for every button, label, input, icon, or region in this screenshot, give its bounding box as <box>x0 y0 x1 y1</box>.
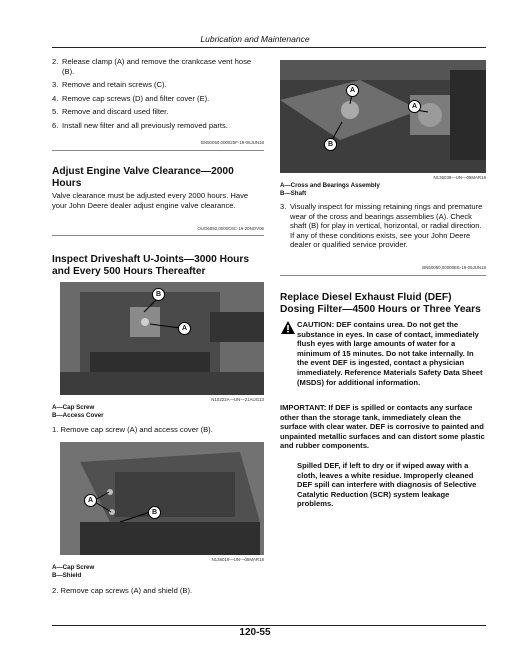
driveshaft-shield-photo <box>60 442 264 555</box>
section-rule <box>52 235 264 236</box>
photo-illustration <box>280 60 486 173</box>
section-title-driveshaft: Inspect Driveshaft U-Joints—3000 Hours and Every 500 Hours Thereafter <box>52 254 250 277</box>
section-title-def: Replace Diesel Exhaust Fluid (DEF) Dosing Filter—4500 Hours or Three Years <box>280 292 481 315</box>
step-3: 3. Visually inspect for missing retaining rings and premature wear of the cross and bearings assemblies (A). Check shaft (B) for play in vertical, horizontal, or radial direction. If any of these conditions exists, see your John Deere dealer or qualified service provider. <box>280 202 483 250</box>
list-item: 2. Release clamp (A) and remove the crankcase vent hose (B). <box>52 57 252 76</box>
important-label: IMPORTANT: <box>280 403 327 412</box>
callout-b: B <box>148 506 161 519</box>
footer-rule <box>52 625 486 626</box>
important-block <box>280 403 486 451</box>
important-text-2: Spilled DEF, if left to dry or if wiped away with a cloth, leaves a white residue. Improperly cleaned DEF spill can interfere with diagnosis of Selective Catalytic Reduction (SCR) system leakage problems. <box>297 461 477 509</box>
section-rule <box>52 150 264 151</box>
reference-code: BN50050,000025F-19-06JUN18 <box>201 140 264 145</box>
warning-triangle-icon <box>281 321 295 334</box>
header-rule <box>52 47 486 48</box>
callout-a: A <box>346 84 359 97</box>
callout-a: A <box>408 100 421 113</box>
figure-ref: N136019—UN—05MAR18 <box>211 557 264 562</box>
figure-caption: A—Cross and Bearings Assembly B—Shaft <box>280 182 380 197</box>
list-item: 6. Install new filter and all previously removed parts. <box>52 120 228 130</box>
important-text: If DEF is spilled or contacts any surface other than the storage tank, immediately clean the surface with clear water. DEF is corrosive to painted and unpainted metallic surfaces and can distort some plastic and rubber components. <box>280 403 485 451</box>
callout-b: B <box>324 138 337 151</box>
figure-ref: N10222A—UN—21AUG13 <box>211 397 264 402</box>
running-header: Lubrication and Maintenance <box>200 34 310 44</box>
step-1: 1. Remove cap screw (A) and access cover (B). <box>52 425 213 434</box>
section-rule <box>280 275 486 276</box>
caution-text: CAUTION: DEF contains urea. Do not get the substance in eyes. In case of contact, immediately flush eyes with large amounts of water for a minimum of 15 minutes. Do not take internally. In the event DEF is ingested, contact a physician immediately. Reference Materials Safety Data Sheet (MSDS) for additional information. <box>297 320 483 387</box>
cross-bearing-photo <box>280 60 486 173</box>
page-number: 120-55 <box>239 627 271 638</box>
driveshaft-access-photo <box>60 282 264 395</box>
section-title-valve: Adjust Engine Valve Clearance—2000 Hours <box>52 166 234 189</box>
valve-body: Valve clearance must be adjusted every 2000 hours. Have your John Deere dealer adjust engine valve clearance. <box>52 191 249 210</box>
figure-caption: A—Cap Screw B—Access Cover <box>52 404 104 419</box>
reference-code: OUO6092,0000C6C-19-20NOV06 <box>197 226 264 231</box>
callout-a: A <box>84 494 97 507</box>
reference-code: BN50050,00000EE-19-06JUN18 <box>422 265 486 270</box>
callout-a: A <box>178 322 191 335</box>
filter-steps <box>52 57 264 135</box>
list-item: 3. Remove and retain screws (C). <box>52 80 167 90</box>
step-2: 2. Remove cap screws (A) and shield (B). <box>52 586 193 595</box>
figure-ref: N136038—UN—05MAR18 <box>433 175 486 180</box>
callout-b: B <box>152 288 165 301</box>
list-item: 4. Remove cap screws (D) and filter cover (E). <box>52 93 210 103</box>
figure-caption: A—Cap Screw B—Shield <box>52 564 95 579</box>
list-item: 5. Remove and discard used filter. <box>52 107 169 117</box>
